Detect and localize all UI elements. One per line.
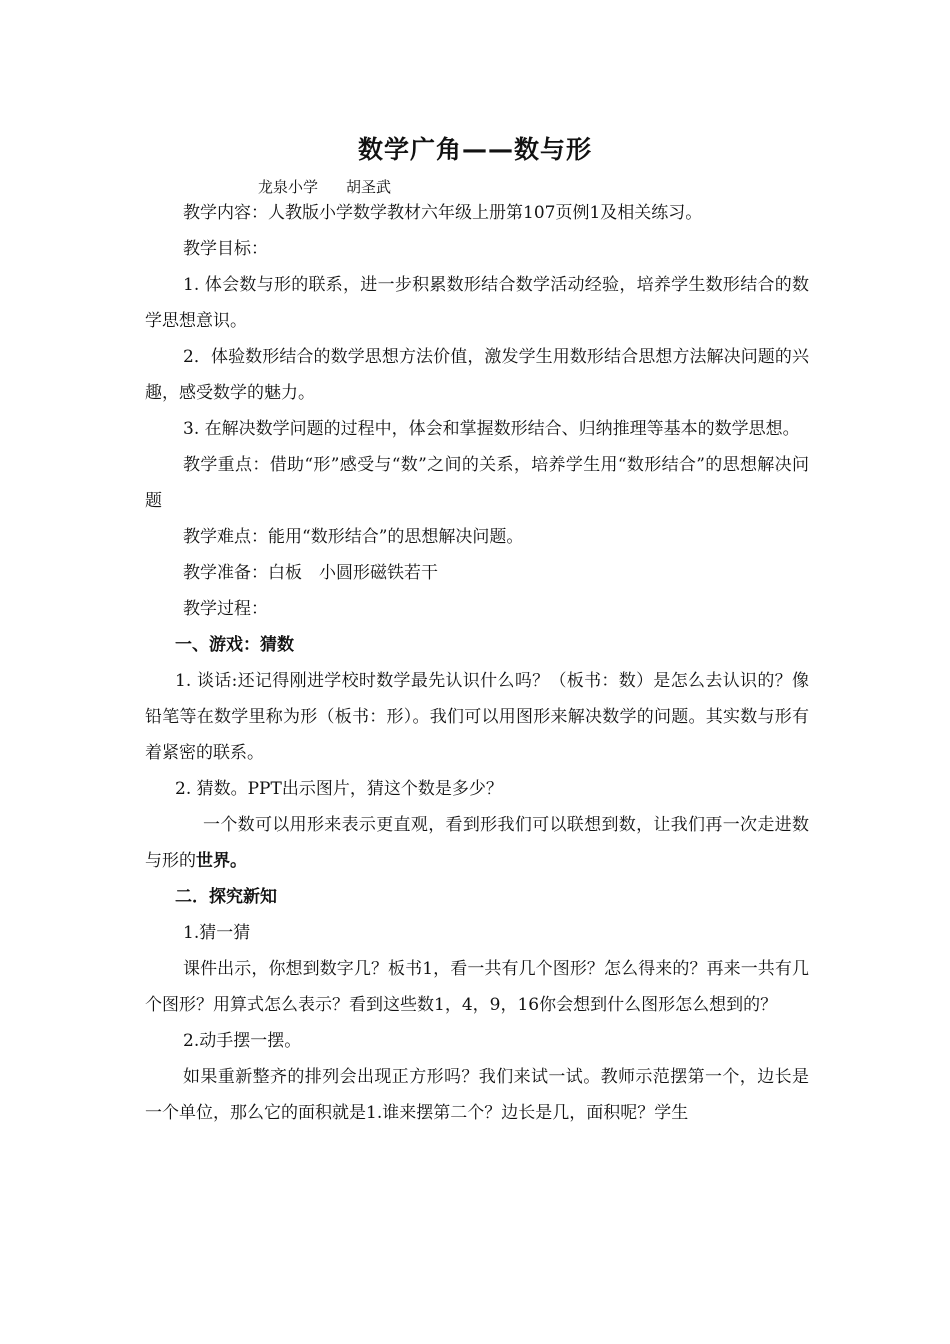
section1-item-1: 1. 谈话:还记得刚进学校时数学最先认识什么吗？（板书：数）是怎么去认识的？像铅笔等在数学里称为形（板书：形）。我们可以用图形来解决数学的问题。其实数与形有着紧密的联系。 [145,671,809,763]
goal-2: 2．体验数形结合的数学思想方法价值，激发学生用数形结合思想方法解决问题的兴趣，感受数学的魅力。 [145,347,809,403]
document-title: 数学广角——数与形 [357,135,592,164]
author-line [258,176,391,197]
author-name: 胡圣武 [346,178,392,196]
teaching-content: 教学内容：人教版小学数学教材六年级上册第107页例1及相关练习。 [183,203,703,223]
teaching-prep: 教学准备：白板 小圆形磁铁若干 [183,563,438,583]
document-body [145,195,809,1131]
section-heading-1: 一、游戏：猜数 [175,635,294,655]
author-school: 龙泉小学 [258,178,319,196]
section2-paragraph-1: 课件出示，你想到数字几？板书1，看一共有几个图形？怎么得来的？再来一共有几个图形？用算式怎么表示？看到这些数1，4，9，16你会想到什么图形怎么想到的？ [145,959,809,1015]
teaching-keypoint: 教学重点：借助“形”感受与“数”之间的关系，培养学生用“数形结合”的思想解决问题 [145,455,809,511]
goal-1: 1. 体会数与形的联系，进一步积累数形结合数学活动经验，培养学生数形结合的数学思想意识。 [145,275,809,331]
section2-item-1: 1.猜一猜 [183,923,251,943]
teaching-goals-label: 教学目标： [183,239,268,259]
section-heading-2: 二．探究新知 [175,887,277,907]
teaching-process-label: 教学过程： [183,599,268,619]
section1-paragraph-bold: 世界。 [196,851,247,871]
section1-paragraph-text: 一个数可以用形来表示更直观，看到形我们可以联想到数，让我们再一次走进数与形的 [145,815,809,871]
section1-item-2: 2. 猜数。PPT出示图片，猜这个数是多少？ [175,779,503,799]
goal-3: 3. 在解决数学问题的过程中，体会和掌握数形结合、归纳推理等基本的数学思想。 [183,419,800,439]
teaching-difficulty: 教学难点：能用“数形结合”的思想解决问题。 [183,527,524,547]
section2-paragraph-2: 如果重新整齐的排列会出现正方形吗？我们来试一试。教师示范摆第一个，边长是一个单位，那么它的面积就是1.谁来摆第二个？边长是几，面积呢？学生 [145,1067,809,1123]
section2-item-2: 2.动手摆一摆。 [183,1031,302,1051]
section1-paragraph [145,807,809,879]
